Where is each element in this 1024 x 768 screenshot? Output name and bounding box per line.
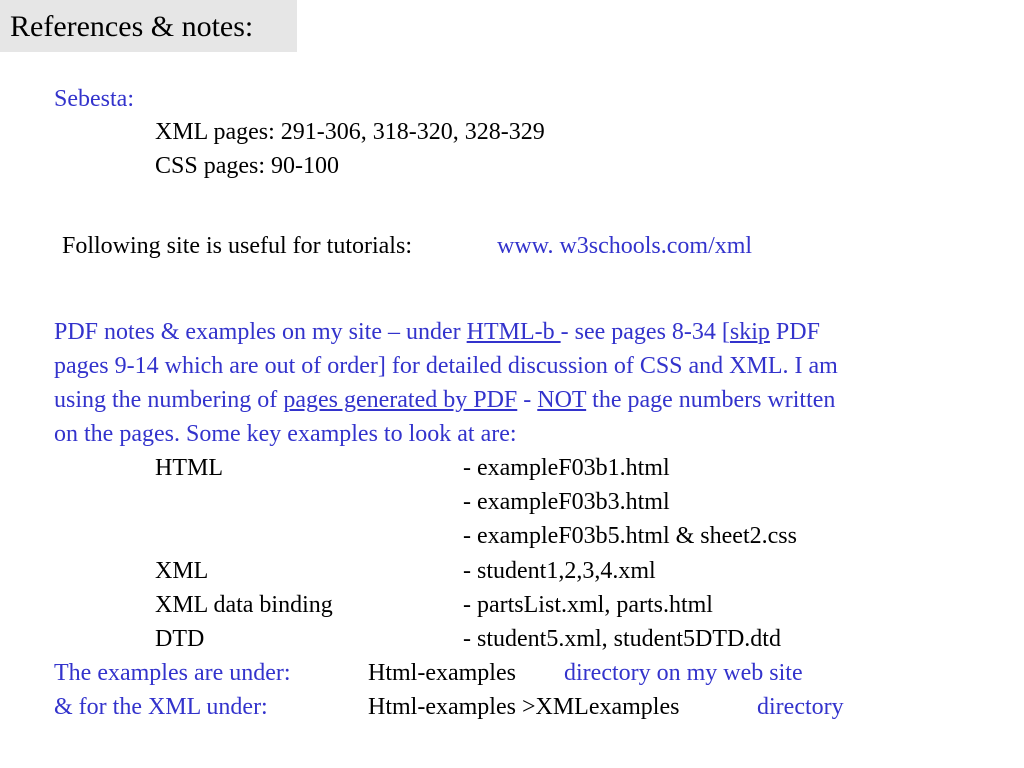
tutorials-link[interactable]: www. w3schools.com/xml <box>497 233 753 259</box>
location-lead: The examples are under: <box>54 660 291 686</box>
location-lead: & for the XML under: <box>54 694 268 720</box>
example-label: XML <box>155 558 209 584</box>
pdf-notes-line-1-middle: - see pages 8-34 [ <box>560 319 730 345</box>
pages-generated-link[interactable]: pages generated by PDF <box>283 387 518 413</box>
pdf-notes-line-1 <box>54 318 820 346</box>
sebesta-css-pages: CSS pages: 90-100 <box>155 153 340 179</box>
location-tail: directory on my web site <box>564 660 803 686</box>
pdf-notes-line-2: pages 9-14 which are out of order] for detailed discussion of CSS and XML. I am <box>54 353 838 379</box>
example-file: - student1,2,3,4.xml <box>463 558 656 584</box>
example-file: - exampleF03b5.html & sheet2.css <box>463 523 797 549</box>
sebesta-heading: Sebesta: <box>54 86 134 112</box>
location-tail: directory <box>757 694 844 720</box>
pdf-notes-line-3-end: the page numbers written <box>586 387 836 413</box>
sebesta-xml-pages: XML pages: 291-306, 318-320, 328-329 <box>155 119 545 145</box>
not-link[interactable]: NOT <box>537 387 587 413</box>
location-path: Html-examples <box>368 660 516 686</box>
slide-title: References & notes: <box>10 10 254 43</box>
pdf-notes-line-1-start: PDF notes & examples on my site – under <box>54 319 467 345</box>
pdf-notes-line-3-start: using the numbering of <box>54 387 284 413</box>
example-file: - partsList.xml, parts.html <box>463 592 713 618</box>
pdf-notes-line-3 <box>54 386 835 414</box>
tutorials-text: Following site is useful for tutorials: <box>62 233 412 259</box>
example-file: - student5.xml, student5DTD.dtd <box>463 626 781 652</box>
example-label: HTML <box>155 455 223 481</box>
pdf-notes-line-4: on the pages. Some key examples to look at are: <box>54 421 517 447</box>
html-b-link[interactable]: HTML-b <box>466 319 561 345</box>
skip-link[interactable]: skip <box>729 319 770 345</box>
example-label: DTD <box>155 626 205 652</box>
pdf-notes-line-3-middle: - <box>517 387 538 413</box>
example-label: XML data binding <box>155 592 333 618</box>
example-file: - exampleF03b3.html <box>463 489 670 515</box>
pdf-notes-line-1-end: PDF <box>769 319 820 345</box>
location-path: Html-examples >XMLexamples <box>368 694 680 720</box>
example-file: - exampleF03b1.html <box>463 455 670 481</box>
slide-title-box <box>0 0 297 52</box>
